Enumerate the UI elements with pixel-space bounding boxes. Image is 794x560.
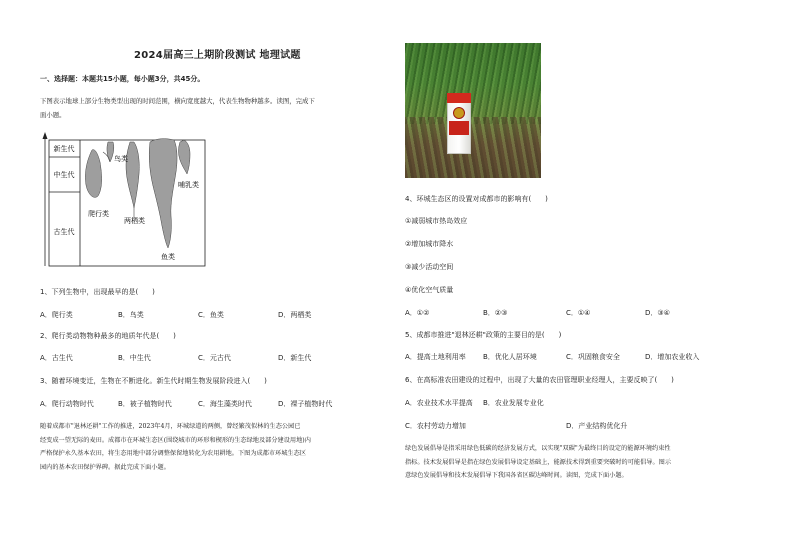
q1-option-d[interactable]: D．两栖类	[278, 311, 312, 319]
q6-option-d[interactable]: D．产业结构优化升	[566, 422, 628, 430]
q2-option-b[interactable]: B．中生代	[118, 354, 151, 362]
label-reptiles: 爬行类	[88, 210, 109, 218]
q5-option-a[interactable]: A．提高土地利用率	[405, 353, 466, 361]
evolution-diagram	[40, 130, 210, 270]
bird-shape	[107, 142, 114, 162]
q6-option-a[interactable]: A．农业技术水平提高	[405, 399, 473, 407]
q3-option-c[interactable]: C．海生藻类时代	[198, 400, 252, 408]
q2-option-d[interactable]: D．新生代	[278, 354, 312, 362]
question-6-stem: 6、在高标准农田建设的过程中，出现了大量的农田管理职业经理人，主要反映了( )	[405, 376, 674, 384]
marker-emblem-icon	[453, 107, 465, 119]
label-birds: 鸟类	[114, 155, 128, 163]
question-1-stem: 1、下列生物中，出现最早的是( )	[40, 288, 155, 296]
question-2-stem: 2、爬行类动物物种最多的地质年代是( )	[40, 332, 176, 340]
amphibian-shape	[126, 142, 139, 208]
intro-line-2: 面小题。	[40, 111, 66, 119]
q2-option-a[interactable]: A．古生代	[40, 354, 73, 362]
section-heading: 一、选择题：本题共15小题，每小题3分，共45分。	[40, 75, 205, 83]
question-4-stem: 4、环城生态区的设置对成都市的影响有( )	[405, 195, 548, 203]
question-5-stem: 5、成都市推进"退林还耕"政策的主要目的是( )	[405, 331, 562, 339]
q6-option-b[interactable]: B．农业发展专业化	[483, 399, 544, 407]
q4-item-3: ③减少活动空间	[405, 263, 454, 271]
label-amphibians: 两栖类	[124, 217, 145, 225]
passage-left-line-4: 园内的基本农田保护界碑。据此完成下面小题。	[40, 463, 170, 471]
q2-option-c[interactable]: C．元古代	[198, 354, 231, 362]
field-marker-photo	[405, 43, 541, 178]
q4-item-1: ①减弱城市热岛效应	[405, 217, 468, 225]
question-3-stem: 3、随着环境变迁，生物在不断进化。新生代时期生物发展阶段进入( )	[40, 377, 267, 385]
label-mammals: 哺乳类	[178, 181, 199, 189]
q5-option-c[interactable]: C．巩固粮食安全	[566, 353, 620, 361]
q5-option-b[interactable]: B．优化人居环境	[483, 353, 537, 361]
era-label-cenozoic: 新生代	[53, 145, 75, 153]
era-label-paleozoic: 古生代	[53, 228, 75, 236]
passage-left-line-3: 严格保护永久基本农田，将生态用地中部分调整保留地转化为农用耕地。下图为成都市环城生态区	[40, 450, 307, 457]
passage-left-line-2: 经变成一望无际的麦田。成都市在环城生态区(围绕城市的环形和楔形的生态绿地及部分建设用地)内	[40, 436, 311, 444]
fish-shape	[149, 139, 177, 248]
q4-option-c[interactable]: C．①④	[566, 309, 591, 317]
q1-option-b[interactable]: B．鸟类	[118, 311, 144, 319]
q3-option-b[interactable]: B．被子植物时代	[118, 400, 172, 408]
time-arrow-head	[43, 132, 48, 139]
q4-item-4: ④优化空气质量	[405, 286, 454, 294]
q4-option-a[interactable]: A．①②	[405, 309, 430, 317]
passage-right-line-3: 意绿色发展倡导和技术发展倡导下我国各省区碳达峰时间。读图，完成下面小题。	[405, 472, 628, 479]
exam-title: 2024届高三上期阶段测试 地理试题	[134, 50, 301, 61]
mammal-shape	[179, 140, 191, 174]
q1-option-a[interactable]: A．爬行类	[40, 311, 73, 319]
reptile-shape	[85, 150, 101, 198]
q1-option-c[interactable]: C．鱼类	[198, 311, 224, 319]
q5-option-d[interactable]: D．增加农业收入	[645, 353, 700, 361]
q6-option-c[interactable]: C．农村劳动力增加	[405, 422, 466, 430]
q4-option-d[interactable]: D．③④	[645, 309, 670, 317]
passage-right-line-1: 绿色发展倡导是指采用绿色低碳的经济发展方式，以实现"双碳"为最终目的设定的能源环境约束性	[405, 445, 671, 452]
q4-option-b[interactable]: B．②③	[483, 309, 508, 317]
passage-left-line-1: 随着成都市"退林还耕"工作的推进，2023年4月，环城绿道的两侧，曾经繁茂似林的生态公园已	[40, 423, 301, 430]
q3-option-d[interactable]: D．裸子植物时代	[278, 400, 333, 408]
passage-right-line-2: 指标。技术发展倡导是指在绿色发展倡导设定基础上，能源技术得到重要突破时的可能倡导。图示	[405, 458, 672, 466]
q4-item-2: ②增加城市降水	[405, 240, 454, 248]
passage-left	[40, 420, 390, 474]
intro-line-1: 下图表示地球上部分生物类型出现的时间范围，横向宽度越大，代表生物物种越多。读图，完成下	[40, 97, 315, 105]
label-fish: 鱼类	[161, 253, 175, 261]
passage-right	[405, 442, 765, 483]
q3-option-a[interactable]: A．爬行动物时代	[40, 400, 94, 408]
era-label-mesozoic: 中生代	[53, 171, 75, 179]
